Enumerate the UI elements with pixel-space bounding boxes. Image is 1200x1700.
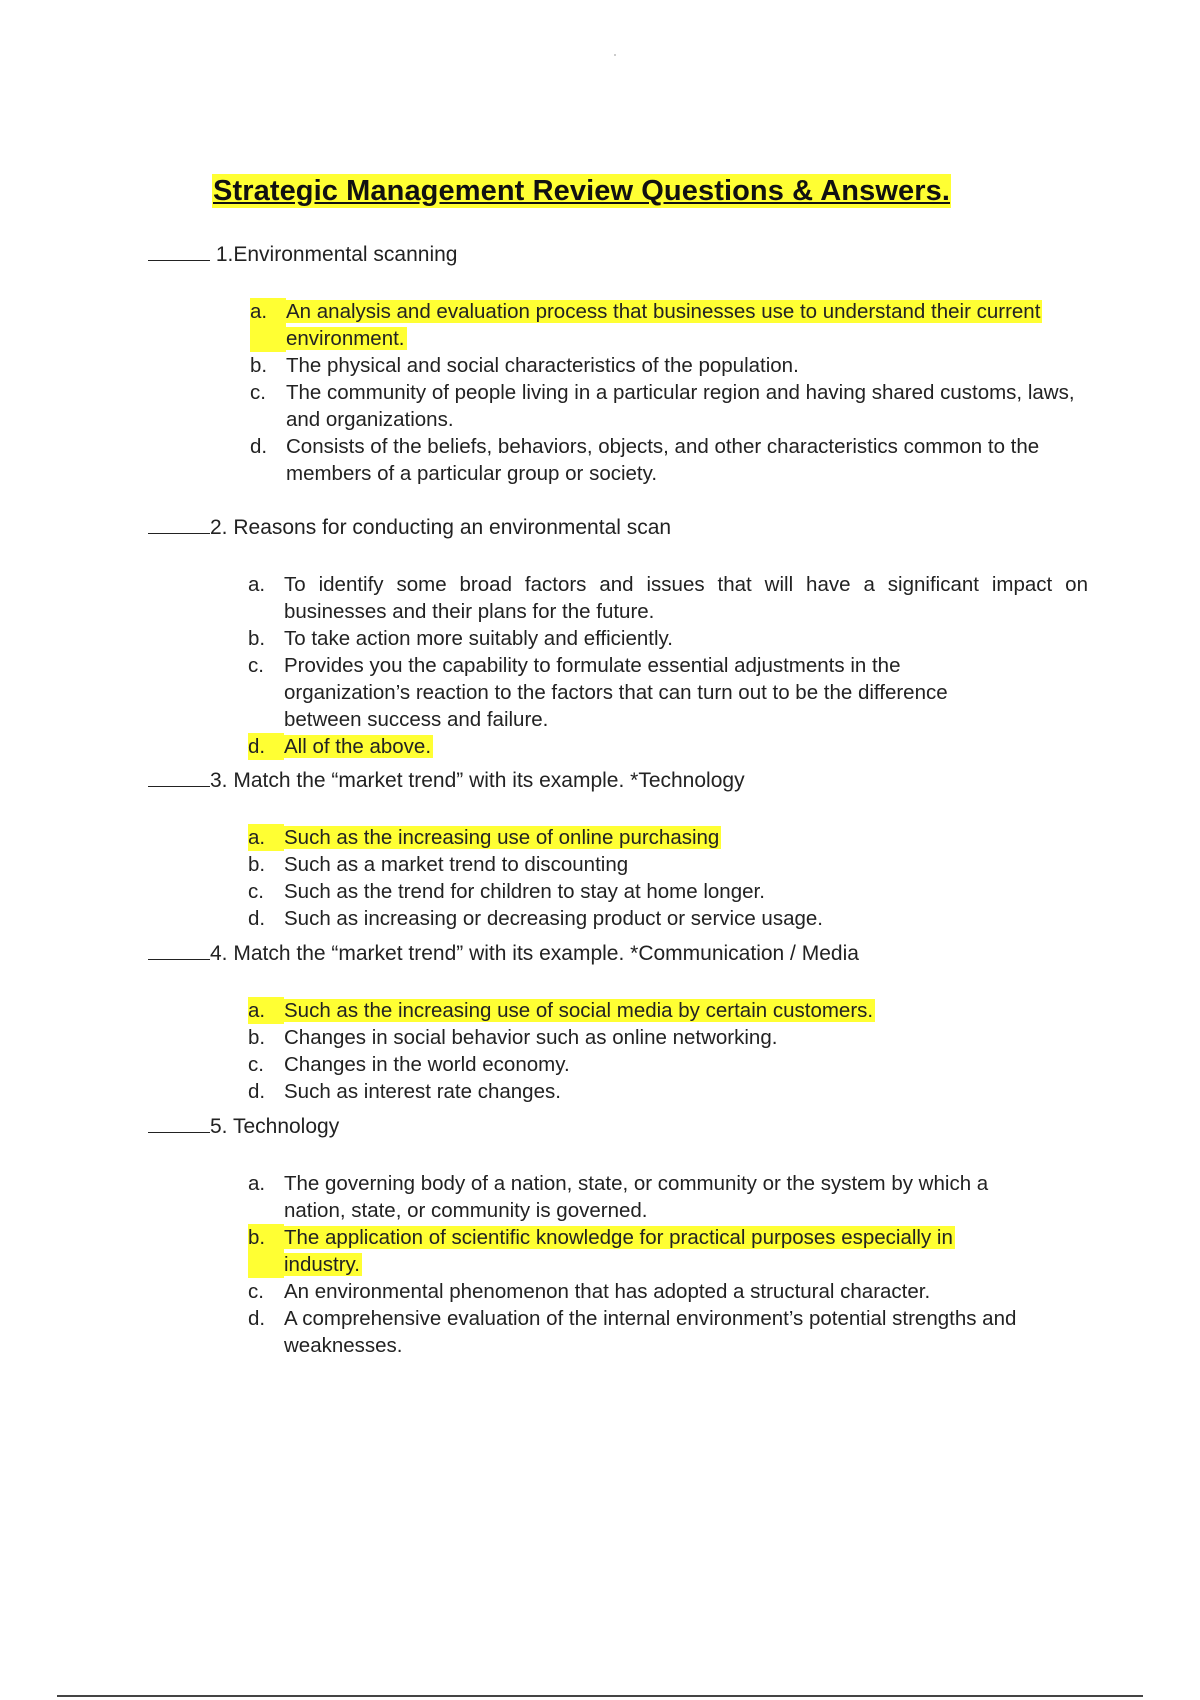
answer-blank: [148, 1114, 210, 1133]
options-list: [248, 1170, 1068, 1359]
option-1c: c. The community of people living in a particular region and having shared customs, laws, and organizations.: [250, 381, 1075, 431]
question-text: 4. Match the “market trend” with its example. *Communication / Media: [210, 942, 859, 965]
option-4a: a. Such as the increasing use of social media by certain customers.: [248, 999, 874, 1022]
option-1b: b. The physical and social characteristics of the population.: [250, 354, 799, 377]
option-3c: c. Such as the trend for children to stay at home longer.: [248, 880, 765, 903]
answer-blank: [148, 515, 210, 534]
answer-blank: [148, 768, 210, 787]
question-1: [148, 242, 458, 268]
answer-blank: [148, 242, 210, 261]
question-text: 3. Match the “market trend” with its example. *Technology: [210, 769, 745, 792]
option-3d: d. Such as increasing or decreasing product or service usage.: [248, 907, 823, 930]
question-text: 1.Environmental scanning: [215, 243, 458, 266]
question-text: 5. Technology: [210, 1115, 340, 1138]
bottom-rule: [57, 1695, 1143, 1697]
option-3b: b. Such as a market trend to discounting: [248, 853, 629, 876]
page-title: Strategic Management Review Questions & Answers.: [213, 175, 950, 207]
options-list: [248, 571, 1088, 760]
option-2d: d. All of the above.: [248, 735, 432, 758]
option-3a: a. Such as the increasing use of online purchasing: [248, 826, 720, 849]
question-3: [148, 768, 745, 794]
question-5: [148, 1114, 339, 1140]
option-5c: c. An environmental phenomenon that has adopted a structural character.: [248, 1280, 931, 1303]
options-list: [250, 298, 1090, 487]
option-1d: d. Consists of the beliefs, behaviors, objects, and other characteristics common to the members of a particular group or society.: [250, 435, 1040, 485]
option-2b: b. To take action more suitably and efficiently.: [248, 627, 673, 650]
option-5b: b. The application of scientific knowledge for practical purposes especially in industry.: [248, 1226, 953, 1276]
option-2a: a. To identify some broad factors and issues that will have a significant impact on businesses and their plans for the future.: [248, 573, 1088, 623]
question-4: [148, 941, 859, 967]
option-2c: c. Provides you the capability to formulate essential adjustments in the organization’s reaction to the factors that can turn out to be the difference between success and failure.: [248, 654, 948, 731]
question-2: [148, 515, 671, 541]
scan-speck: [614, 54, 616, 56]
option-4b: b. Changes in social behavior such as online networking.: [248, 1026, 778, 1049]
option-5a: a. The governing body of a nation, state, or community or the system by which a nation, state, or community is governed.: [248, 1172, 989, 1222]
option-4c: c. Changes in the world economy.: [248, 1053, 570, 1076]
question-text: 2. Reasons for conducting an environmental scan: [210, 516, 672, 539]
option-5d: d. A comprehensive evaluation of the internal environment’s potential strengths and weaknesses.: [248, 1307, 1017, 1357]
answer-blank: [148, 941, 210, 960]
option-4d: d. Such as interest rate changes.: [248, 1080, 561, 1103]
options-list: [248, 997, 1088, 1105]
options-list: [248, 824, 1088, 932]
option-1a: a. An analysis and evaluation process that businesses use to understand their current environment.: [250, 300, 1041, 350]
